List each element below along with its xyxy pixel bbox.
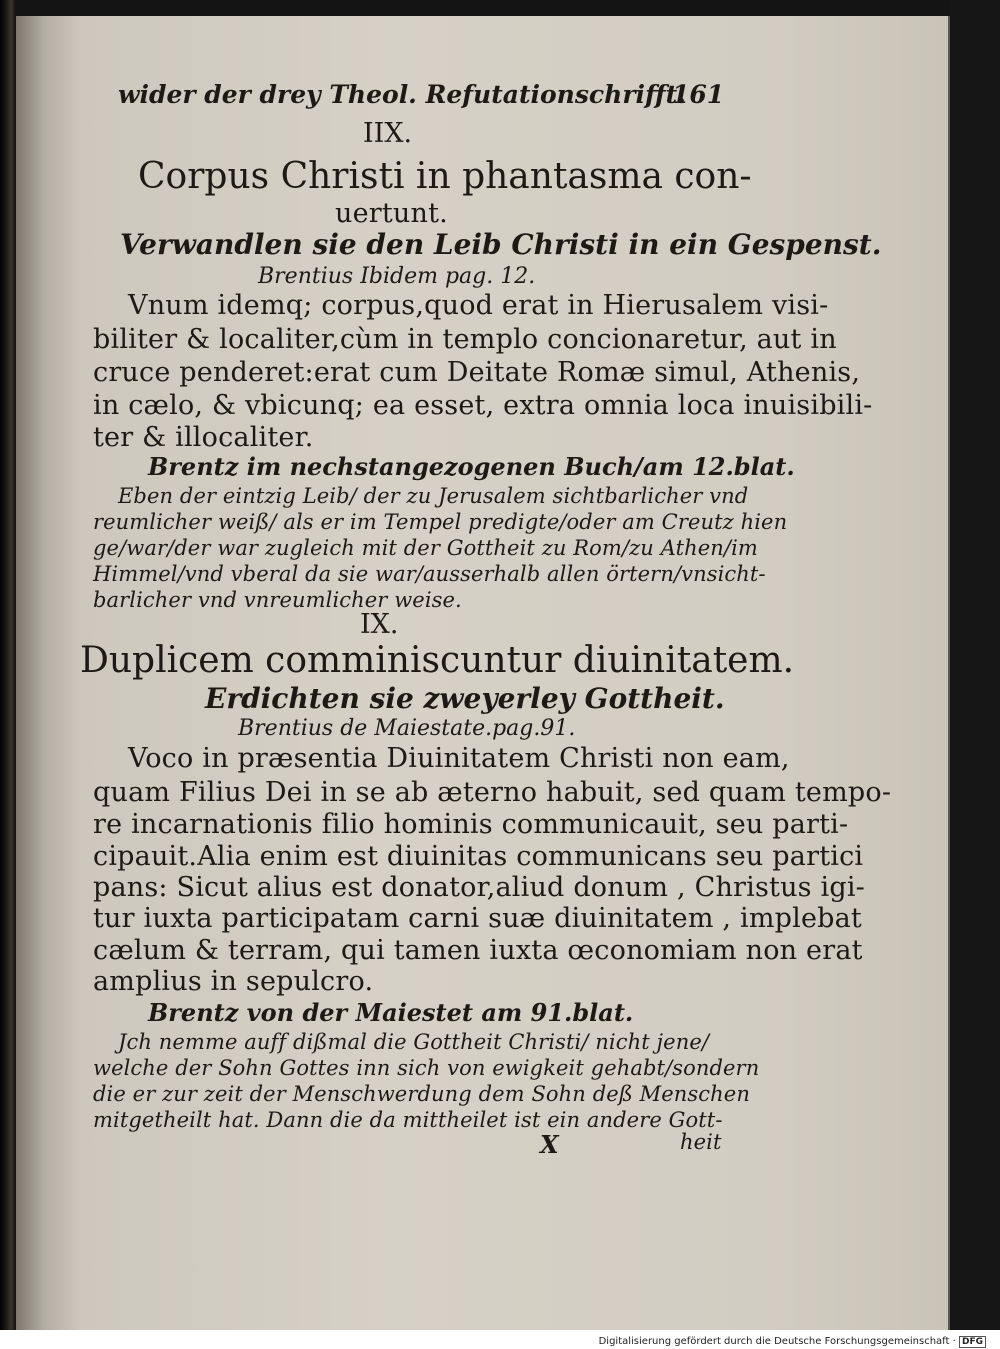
dfg-logo: DFG [959,1336,986,1348]
text-line: quam Filius Dei in se ab æterno habuit, sed quam tempo- [93,777,892,808]
book-spine [0,0,16,1330]
digitization-credit: Digitalisierung gefördert durch die Deutsche Forschungsgemeinschaft · DFG [599,1336,986,1347]
text-line: barlicher vnd vnreumlicher weise. [93,588,462,612]
source-citation: Brentius Ibidem pag. 12. [258,264,536,289]
text-line: pans: Sicut alius est donator,aliud donum , Christus igi- [93,872,865,903]
running-head: wider der drey Theol. Refutationschrifft. [118,80,686,109]
text-line: reumlicher weiß/ als er im Tempel predigte/oder am Creutz hien [93,510,788,534]
credit-text: Digitalisierung gefördert durch die Deutsche Forschungsgemeinschaft [598,1336,950,1347]
german-subheading: Brentz im nechstangezogenen Buch/am 12.blat. [148,452,795,481]
latin-heading: Corpus Christi in phantasma con- [138,156,752,197]
text-line: biliter & localiter,cùm in templo concionaretur, aut in [93,324,837,355]
signature-mark: X [540,1130,559,1159]
german-subheading: Brentz von der Maiestet am 91.blat. [148,998,634,1027]
text-line: welche der Sohn Gottes inn sich von ewigkeit gehabt/sondern [93,1056,760,1080]
text-line: ter & illocaliter. [93,422,314,453]
text-line: Jch nemme auff dißmal die Gottheit Christi/ nicht jene/ [118,1030,710,1054]
text-line: cælum & terram, qui tamen iuxta œconomiam non erat [93,935,863,966]
text-line: die er zur zeit der Menschwerdung dem Sohn deß Menschen [93,1082,750,1106]
catchword: heit [680,1130,722,1154]
source-citation: Brentius de Maiestate.pag.91. [238,716,576,741]
text-line: mitgetheilt hat. Dann die da mittheilet ist ein andere Gott- [93,1108,723,1132]
text-line: in cælo, & vbicunq; ea esset, extra omnia loca inuisibili- [93,390,873,421]
latin-heading: Duplicem comminiscuntur diuinitatem. [80,640,795,681]
text-line: re incarnationis filio hominis communicauit, seu parti- [93,809,849,840]
text-line: ge/war/der war zugleich mit der Gottheit zu Rom/zu Athen/im [93,536,758,560]
text-line: amplius in sepulcro. [93,966,374,997]
scan-border [950,0,1000,1330]
text-line: Vnum idemq; corpus,quod erat in Hierusalem visi- [128,290,829,321]
latin-heading: uertunt. [335,198,448,229]
section-number: IX. [360,609,399,640]
german-heading: Verwandlen sie den Leib Christi in ein Gespenst. [120,228,882,261]
german-heading: Erdichten sie zweyerley Gottheit. [205,682,725,715]
text-line: Voco in præsentia Diuinitatem Christi non eam, [128,743,790,774]
text-line: Eben der eintzig Leib/ der zu Jerusalem sichtbarlicher vnd [118,484,749,508]
page-number: 161 [672,80,725,109]
section-number: IIX. [363,118,413,149]
text-line: cruce penderet:erat cum Deitate Romæ simul, Athenis, [93,357,861,388]
text-line: cipauit.Alia enim est diuinitas communicans seu partici [93,841,864,872]
text-line: Himmel/vnd vberal da sie war/ausserhalb allen örtern/vnsicht- [93,562,766,586]
text-line: tur iuxta participatam carni suæ diuinitatem , implebat [93,903,862,934]
